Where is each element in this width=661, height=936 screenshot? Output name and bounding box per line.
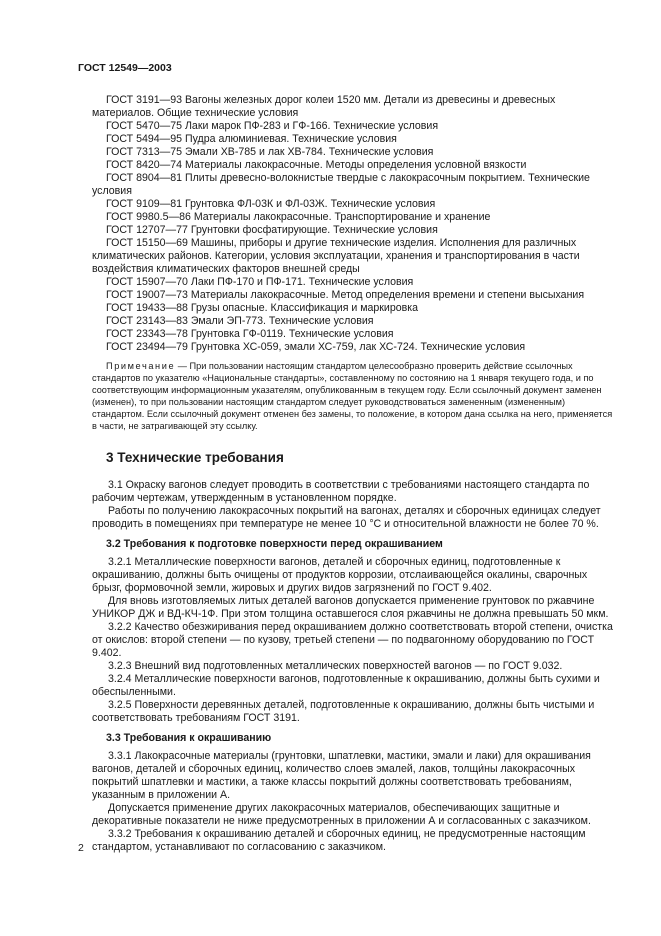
reference-item: ГОСТ 23494—79 Грунтовка ХС-059, эмали ХС-759, лак ХС-724. Технические условия (106, 341, 526, 353)
paragraph-3-2-1: 3.2.1 Металлические поверхности вагонов, деталей и сборочных единиц, подготовленные к окрашиванию, должны быть очищены от продуктов коррозии, отслаивающейся окалины, сварочных брызг, формовочной земли, жировых и других видов загрязнений по ГОСТ 9.402. (92, 556, 588, 594)
paragraph-3-3-1: 3.3.1 Лакокрасочные материалы (грунтовки, шпатлевки, мастики, эмали и лаки) для окрашивания вагонов, деталей и сборочных единиц, количество слоев эмалей, лаков, толщи́ны лакокрасочных покрытий шпатлевки и мастики, а также классы покрытий должны соответствовать требованиям, указанным в приложении А. (92, 750, 591, 801)
reference-item: ГОСТ 15150—69 Машины, приборы и другие технические изделия. Исполнения для различных климатических районов. Категории, условия эксплуатации, хранения и транспортирования в части воздействия климатических факторов внешней среды (92, 237, 580, 275)
reference-item: ГОСТ 8904—81 Плиты древесно-волокнистые твердые с лакокрасочным покрытием. Технические условия (92, 172, 590, 197)
normative-references (92, 94, 614, 354)
note-label: Примечание (106, 361, 176, 371)
reference-item: ГОСТ 19007—73 Материалы лакокрасочные. Метод определения времени и степени высыхания (106, 289, 585, 301)
reference-item: ГОСТ 3191—93 Вагоны железных дорог колеи 1520 мм. Детали из древесины и древесных материалов. Общие технические условия (92, 94, 556, 119)
reference-item: ГОСТ 15907—70 Лаки ПФ-170 и ПФ-171. Технические условия (106, 276, 414, 288)
section-3-2-heading: 3.2 Требования к подготовке поверхности перед окрашиванием (106, 538, 443, 550)
paragraph-3-1-continued: Работы по получению лакокрасочных покрытий на вагонах, деталях и сборочных единицах следует проводить в помещениях при температуре не менее 10 °С и относительной влажности не более 70 %. (92, 505, 601, 530)
paragraph-3-2-3: 3.2.3 Внешний вид подготовленных металлических поверхностей вагонов — по ГОСТ 9.032. (108, 660, 563, 672)
reference-item: ГОСТ 23143—83 Эмали ЭП-773. Технические условия (106, 315, 374, 327)
paragraph-3-2-5: 3.2.5 Поверхности деревянных деталей, подготовленные к окрашиванию, должны быть чистыми и соответствовать требованиям ГОСТ 3191. (92, 699, 595, 724)
paragraph-3-2-2: 3.2.2 Качество обезжиривания перед окрашиванием должно соответствовать второй степени, очистка от окислов: второй степени — по кузову, третьей степени — по подвагонному оборудованию по ГОСТ 9.402. (92, 621, 613, 659)
page-number: 2 (78, 842, 84, 854)
reference-item: ГОСТ 8420—74 Материалы лакокрасочные. Методы определения условной вязкости (106, 159, 527, 171)
paragraph-3-2-4: 3.2.4 Металлические поверхности вагонов, подготовленные к окрашиванию, должны быть сухими и обеспыленными. (92, 673, 600, 698)
reference-item: ГОСТ 23343—78 Грунтовка ГФ-0119. Технические условия (106, 328, 394, 340)
reference-item: ГОСТ 5494—95 Пудра алюминиевая. Технические условия (106, 133, 397, 145)
note-paragraph (92, 360, 614, 432)
section-3-3-heading: 3.3 Требования к окрашиванию (106, 732, 272, 744)
reference-item: ГОСТ 9109—81 Грунтовка ФЛ-03К и ФЛ-03Ж. Технические условия (106, 198, 436, 210)
reference-item: ГОСТ 7313—75 Эмали ХВ-785 и лак ХВ-784. Технические условия (106, 146, 434, 158)
reference-item: ГОСТ 19433—88 Грузы опасные. Классификация и маркировка (106, 302, 419, 314)
paragraph-3-3-1-continued: Допускается применение других лакокрасочных материалов, обеспечивающих защитные и декоративные показатели не ниже предусмотренных в приложении А и согласованных с заказчиком. (92, 802, 591, 827)
document-header: ГОСТ 12549—2003 (78, 62, 172, 74)
section-3-heading: 3 Технические требования (106, 450, 284, 465)
reference-item: ГОСТ 5470—75 Лаки марок ПФ-283 и ГФ-166. Технические условия (106, 120, 439, 132)
reference-item: ГОСТ 12707—77 Грунтовки фосфатирующие. Технические условия (106, 224, 438, 236)
note-text: — При пользовании настоящим стандартом целесообразно проверить действие ссылочных стандартов по указателю «Национальные стандарты», составленному по состоянию на 1 января текущего года, и по соответствующим информационным указателям, опубликованным в текущем году. Если ссылочный документ заменен (изменен), то при пользовании настоящим стандартом следует руководствоваться замененным (измененным) стандартом. Если ссылочный документ отменен без замены, то положение, в котором дана ссылка на него, применяется в части, не затрагивающей эту ссылку. (92, 361, 613, 431)
paragraph-3-2-1-continued: Для вновь изготовляемых литых деталей вагонов допускается применение грунтовок по ржавчине УНИКОР ДЖ и ВД-КЧ-1Ф. При этом толщина оставшегося слоя ржавчины не должна превышать 50 мкм. (92, 595, 609, 620)
page-content (92, 94, 614, 854)
paragraph-3-3-2: 3.3.2 Требования к окрашиванию деталей и сборочных единиц, не предусмотренные настоящим стандартом, устанавливают по согласованию с заказчиком. (92, 828, 586, 853)
paragraph-3-1: 3.1 Окраску вагонов следует проводить в соответствии с требованиями настоящего стандарта по рабочим чертежам, утвержденным в установленном порядке. (92, 479, 590, 504)
reference-item: ГОСТ 9980.5—86 Материалы лакокрасочные. Транспортирование и хранение (106, 211, 491, 223)
